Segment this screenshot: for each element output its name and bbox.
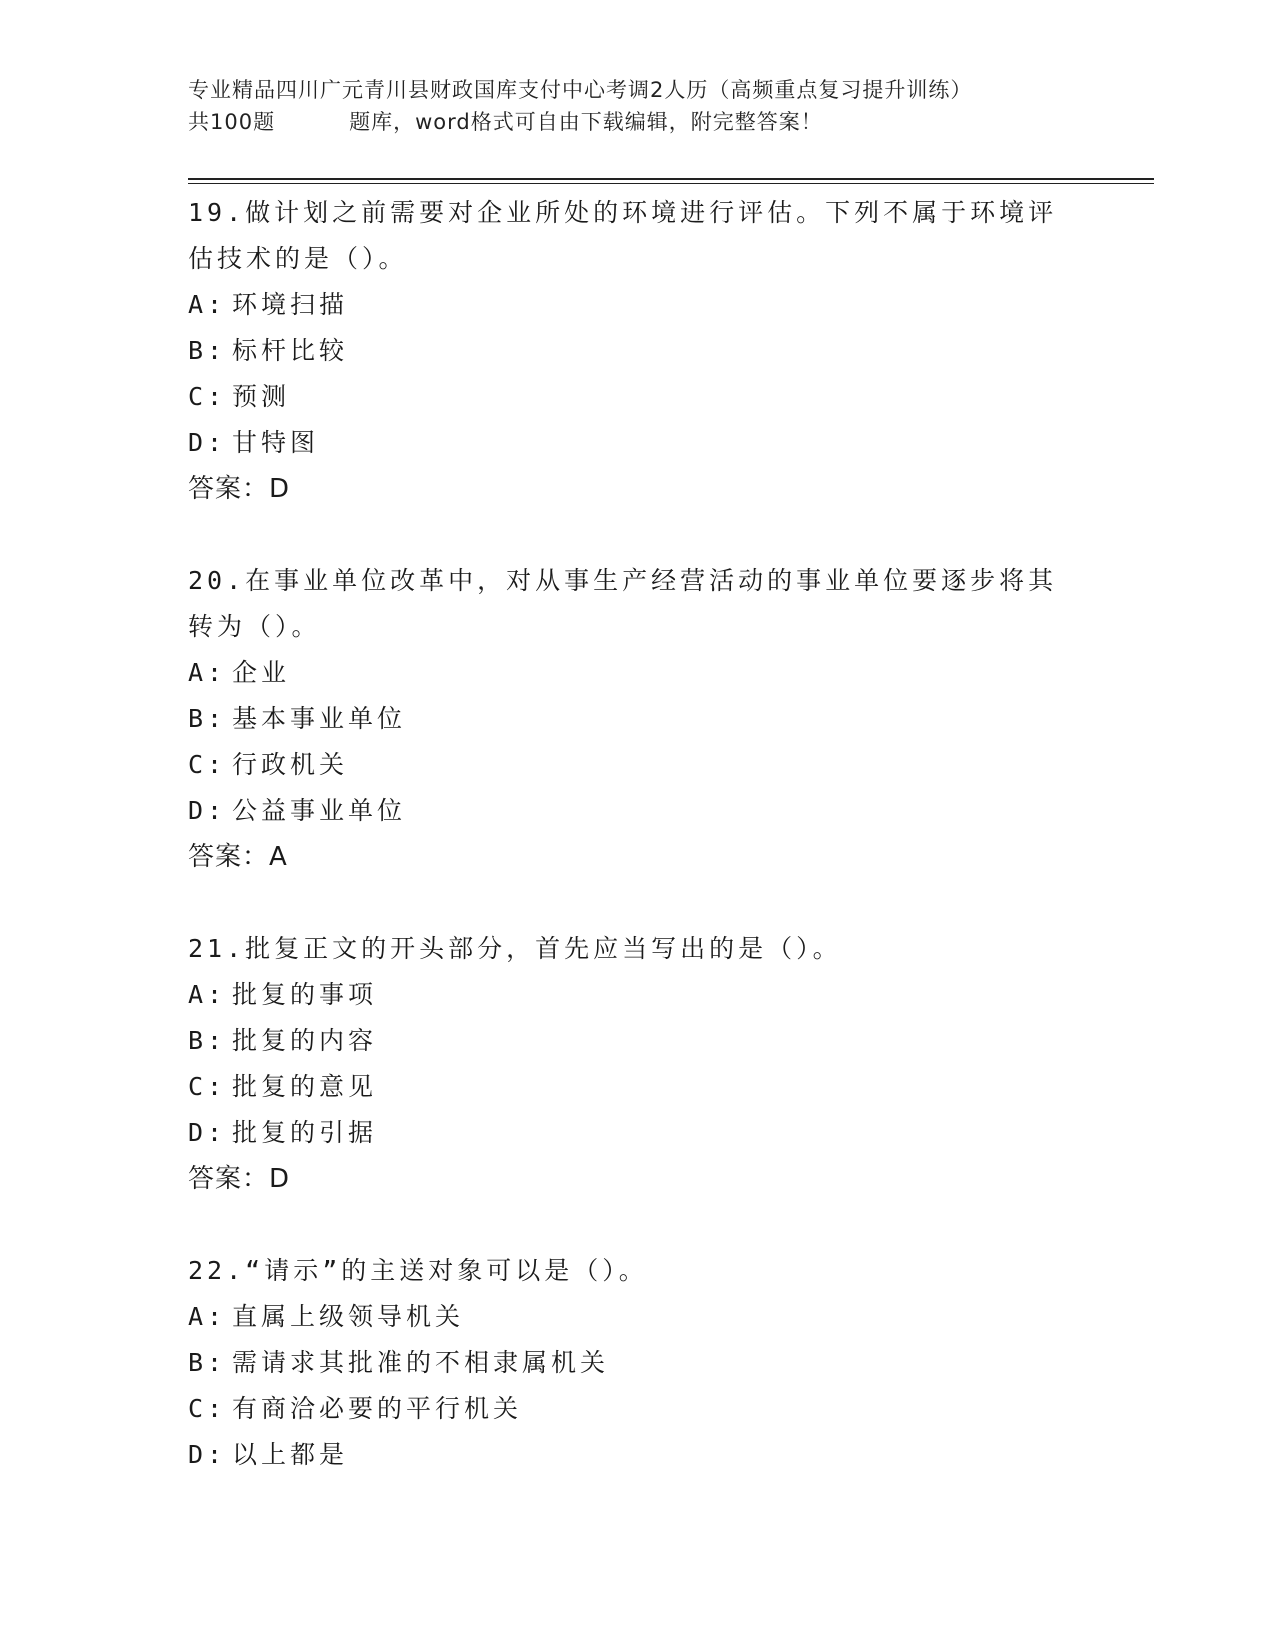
option-text: 标杆比较 <box>232 336 349 365</box>
option-c <box>188 1386 1088 1432</box>
option-text: 以上都是 <box>232 1440 349 1469</box>
option-text: 企业 <box>232 658 291 687</box>
option-a <box>188 650 1088 696</box>
option-d <box>188 1110 1088 1156</box>
option-text: 需请求其批准的不相隶属机关 <box>232 1348 610 1377</box>
option-a <box>188 972 1088 1018</box>
document-header <box>188 74 1088 138</box>
option-key: A: <box>188 980 227 1009</box>
header-question-count: 共100题 <box>188 110 276 134</box>
question-stem: 21.批复正文的开头部分，首先应当写出的是（）。 <box>188 934 842 963</box>
header-title-line: 专业精品四川广元青川县财政国库支付中心考调2人历（高频重点复习提升训练） <box>188 78 973 102</box>
option-text: 批复的意见 <box>232 1072 378 1101</box>
option-key: A: <box>188 1302 227 1331</box>
option-text: 有商洽必要的平行机关 <box>232 1394 523 1423</box>
question-stem: 22.“请示”的主送对象可以是（）。 <box>188 1256 648 1285</box>
option-text: 公益事业单位 <box>232 796 407 825</box>
option-key: D: <box>188 1440 227 1469</box>
answer-line: 答案：D <box>188 474 291 504</box>
option-key: D: <box>188 428 227 457</box>
option-c <box>188 742 1088 788</box>
option-text: 预测 <box>232 382 291 411</box>
question-21 <box>188 926 1088 1202</box>
option-b <box>188 696 1088 742</box>
option-text: 环境扫描 <box>232 290 349 319</box>
option-key: A: <box>188 658 227 687</box>
header-rule-thick <box>188 178 1154 180</box>
question-20 <box>188 558 1088 880</box>
option-b <box>188 1018 1088 1064</box>
option-key: D: <box>188 796 227 825</box>
option-a <box>188 1294 1088 1340</box>
option-key: D: <box>188 1118 227 1147</box>
option-c <box>188 374 1088 420</box>
option-key: C: <box>188 750 227 779</box>
option-text: 甘特图 <box>232 428 320 457</box>
option-key: C: <box>188 1072 227 1101</box>
option-d <box>188 788 1088 834</box>
question-list <box>188 190 1088 1478</box>
option-text: 直属上级领导机关 <box>232 1302 465 1331</box>
option-key: B: <box>188 704 227 733</box>
question-22 <box>188 1248 1088 1478</box>
option-text: 行政机关 <box>232 750 349 779</box>
option-key: A: <box>188 290 227 319</box>
question-19 <box>188 190 1088 512</box>
option-text: 批复的事项 <box>232 980 378 1009</box>
option-b <box>188 328 1088 374</box>
option-b <box>188 1340 1088 1386</box>
option-text: 批复的引据 <box>232 1118 378 1147</box>
option-c <box>188 1064 1088 1110</box>
option-text: 批复的内容 <box>232 1026 378 1055</box>
header-description: 题库，word格式可自由下载编辑，附完整答案！ <box>349 110 823 134</box>
option-key: C: <box>188 382 227 411</box>
answer-line: 答案：A <box>188 842 288 872</box>
option-a <box>188 282 1088 328</box>
header-rule-thin <box>188 183 1154 184</box>
answer-line: 答案：D <box>188 1164 291 1194</box>
option-d <box>188 420 1088 466</box>
option-key: B: <box>188 1348 227 1377</box>
header-subtitle-line <box>188 106 1088 138</box>
option-key: B: <box>188 1026 227 1055</box>
option-key: B: <box>188 336 227 365</box>
option-text: 基本事业单位 <box>232 704 407 733</box>
question-stem: 19.做计划之前需要对企业所处的环境进行评估。下列不属于环境评估技术的是（）。 <box>188 198 1058 273</box>
question-stem: 20.在事业单位改革中，对从事生产经营活动的事业单位要逐步将其转为（）。 <box>188 566 1058 641</box>
option-key: C: <box>188 1394 227 1423</box>
option-d <box>188 1432 1088 1478</box>
